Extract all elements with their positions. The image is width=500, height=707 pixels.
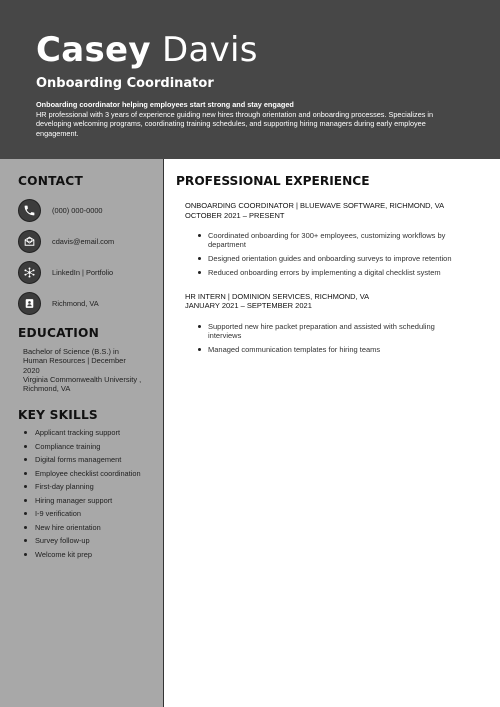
education-heading: EDUCATION — [18, 326, 99, 340]
skill-item: Survey follow-up — [23, 536, 145, 545]
skills-heading: KEY SKILLS — [18, 408, 98, 423]
job-title-line: HR INTERN | DOMINION SERVICES, RICHMOND, VA — [185, 291, 370, 301]
skills-list — [23, 428, 163, 559]
job-dates: JANUARY 2021 – SEPTEMBER 2021 — [185, 301, 312, 311]
job-bullets — [198, 322, 476, 354]
job-entry — [185, 201, 476, 277]
main-content — [176, 159, 476, 358]
candidate-name — [36, 30, 464, 70]
phone-number: (000) 000-0000 — [52, 205, 103, 215]
resume-header — [0, 0, 500, 159]
degree: Bachelor of Science (B.S.) in Human Resources | December 2020 — [23, 347, 126, 375]
school: Virginia Commonwealth University , Richmond, VA — [23, 374, 142, 394]
contact-heading: CONTACT — [18, 174, 83, 188]
skill-item: Applicant tracking support — [23, 428, 145, 437]
linkedin-portfolio-link[interactable]: LinkedIn | Portfolio — [52, 267, 114, 277]
skill-item: Compliance training — [23, 442, 145, 451]
job-bullet: Managed communication templates for hiring teams — [198, 345, 470, 354]
job-bullet: Reduced onboarding errors by implementing a digital checklist system — [198, 268, 470, 277]
skill-item: First-day planning — [23, 482, 145, 491]
contact-phone — [18, 198, 163, 222]
education-details — [23, 347, 143, 393]
job-bullets — [198, 231, 476, 277]
last-name: Davis — [161, 30, 258, 70]
skill-item: Hiring manager support — [23, 496, 145, 505]
job-entry — [185, 292, 476, 354]
phone-icon — [18, 199, 41, 222]
skill-item: Employee checklist coordination — [23, 469, 145, 478]
contact-email — [18, 229, 163, 253]
contact-list — [18, 198, 163, 315]
education-section — [18, 326, 163, 393]
contact-links — [18, 260, 163, 284]
skill-item: Digital forms management — [23, 455, 145, 464]
network-icon — [18, 261, 41, 284]
skill-item: Welcome kit prep — [23, 550, 145, 559]
experience-heading: PROFESSIONAL EXPERIENCE — [176, 174, 370, 188]
sidebar — [0, 159, 164, 707]
job-bullet: Coordinated onboarding for 300+ employees, customizing workflows by department — [198, 231, 470, 249]
skill-item: I-9 verification — [23, 509, 145, 518]
location-text: Richmond, VA — [52, 298, 99, 308]
tagline: Onboarding coordinator helping employees start strong and stay engaged — [36, 100, 294, 109]
skill-item: New hire orientation — [23, 523, 145, 532]
job-bullet: Supported new hire packet preparation and assisted with scheduling interviews — [198, 322, 470, 340]
location-icon — [18, 292, 41, 315]
email-address[interactable]: cdavis@email.com — [52, 236, 115, 246]
job-title-line: ONBOARDING COORDINATOR | BLUEWAVE SOFTWARE, RICHMOND, VA — [185, 201, 445, 210]
job-bullet: Designed orientation guides and onboarding surveys to improve retention — [198, 254, 470, 263]
contact-location — [18, 291, 163, 315]
job-dates: OCTOBER 2021 – PRESENT — [185, 210, 285, 220]
first-name: Casey — [36, 30, 151, 70]
job-role: Onboarding Coordinator — [36, 76, 214, 91]
skills-section — [18, 408, 163, 559]
email-icon — [18, 230, 41, 253]
professional-summary: HR professional with 3 years of experience guiding new hires through orientation and onboarding processes. Specializes in developing welcoming programs, coordinating training schedules, and supporting hiring managers during early employee engagement. — [36, 110, 434, 138]
